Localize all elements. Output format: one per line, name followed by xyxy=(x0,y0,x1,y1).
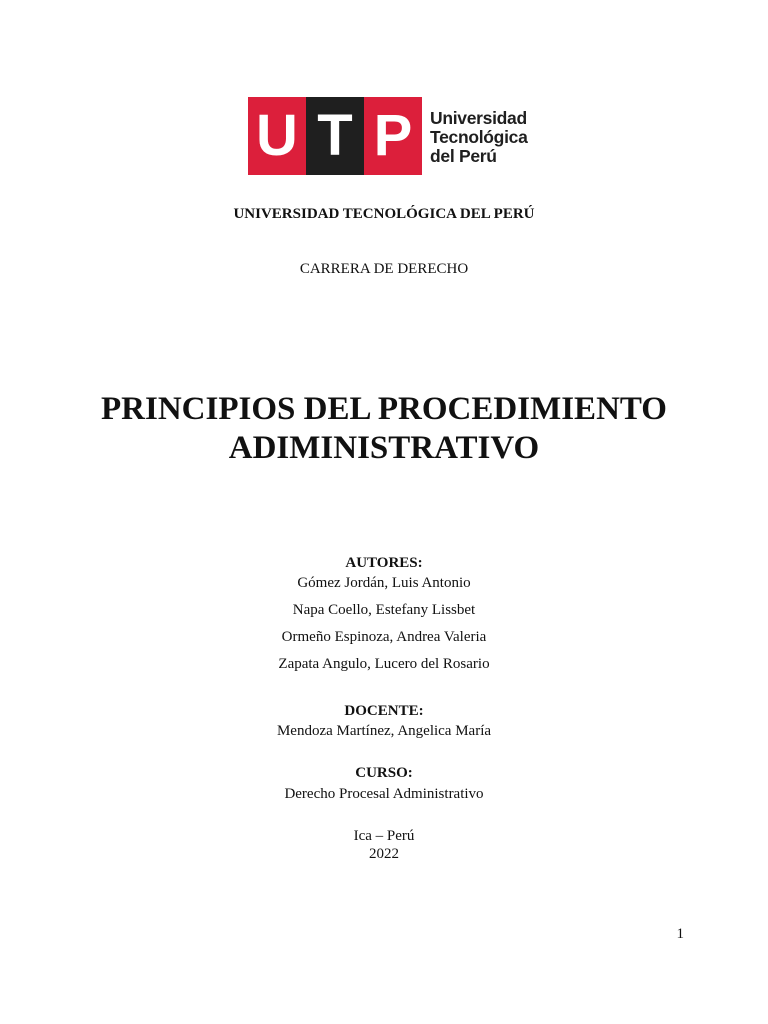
logo-letter-t: T xyxy=(306,97,364,175)
title-line-1: PRINCIPIOS DEL PROCEDIMIENTO xyxy=(101,391,667,427)
logo-text-line-2: Tecnológica xyxy=(430,126,528,147)
authors-label: AUTORES: xyxy=(345,555,423,571)
teacher-name: Mendoza Martínez, Angelica María xyxy=(276,723,492,739)
author-4: Zapata Angulo, Lucero del Rosario xyxy=(278,656,490,672)
year: 2022 xyxy=(369,846,399,862)
logo-text-line-3: del Perú xyxy=(430,145,497,166)
course-label: CURSO: xyxy=(355,765,413,781)
document-title xyxy=(0,390,768,468)
page-number: 1 xyxy=(676,926,684,942)
logo-letter-p: P xyxy=(364,97,422,175)
teacher-label: DOCENTE: xyxy=(344,703,424,719)
logo-letter-u: U xyxy=(248,97,306,175)
author-3: Ormeño Espinoza, Andrea Valeria xyxy=(281,629,487,645)
course-name: Derecho Procesal Administrativo xyxy=(284,786,484,802)
title-line-2: ADIMINISTRATIVO xyxy=(228,430,540,466)
university-name: UNIVERSIDAD TECNOLÓGICA DEL PERÚ xyxy=(233,206,535,222)
logo-text-line-1: Universidad xyxy=(430,107,527,128)
utp-logo xyxy=(248,97,528,177)
logo-wordmark xyxy=(430,97,528,177)
career-name: CARRERA DE DERECHO xyxy=(299,261,469,277)
author-1: Gómez Jordán, Luis Antonio xyxy=(297,575,471,591)
place: Ica – Perú xyxy=(353,828,415,844)
author-2: Napa Coello, Estefany Lissbet xyxy=(292,602,476,618)
